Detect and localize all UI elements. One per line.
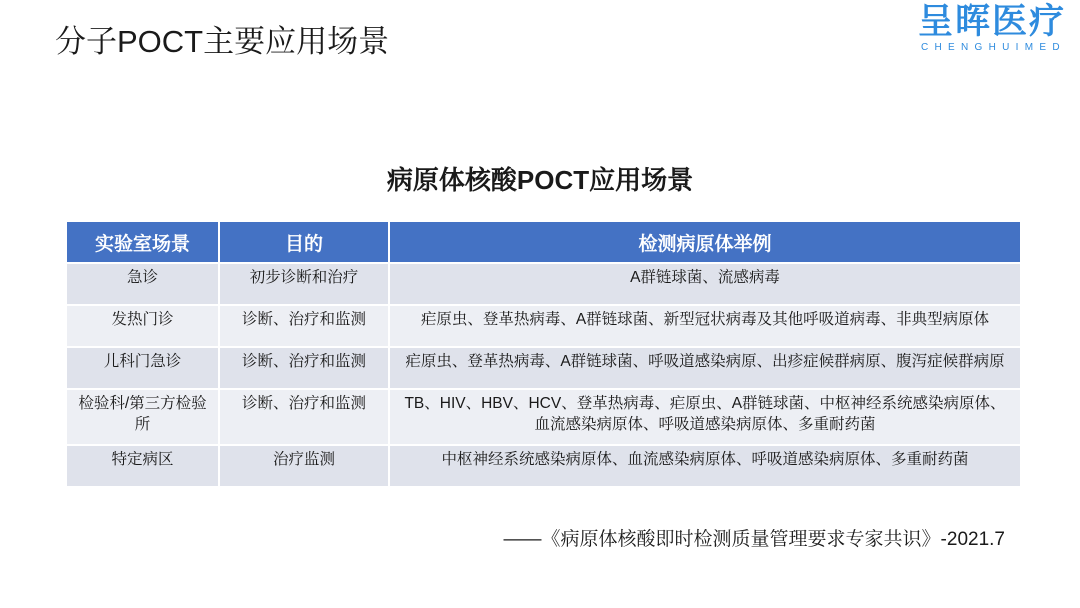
cell-pathogen-examples: 疟原虫、登革热病毒、A群链球菌、呼吸道感染病原、出疹症候群病原、腹泻症候群病原: [389, 347, 1021, 389]
header-purpose: 目的: [219, 221, 389, 263]
logo-tagline: CHENGHUIMED: [921, 42, 1066, 53]
header-pathogen-examples: 检测病原体举例: [389, 221, 1021, 263]
table-row: [66, 389, 1021, 445]
table-row: [66, 445, 1021, 487]
cell-purpose: 诊断、治疗和监测: [219, 305, 389, 347]
cell-pathogen-examples: 疟原虫、登革热病毒、A群链球菌、新型冠状病毒及其他呼吸道病毒、非典型病原体: [389, 305, 1021, 347]
cell-pathogen-examples: 中枢神经系统感染病原体、血流感染病原体、呼吸道感染病原体、多重耐药菌: [389, 445, 1021, 487]
cell-lab-scene: 急诊: [66, 263, 219, 305]
company-logo: [918, 2, 1076, 54]
table-header-row: [66, 221, 1021, 263]
table-row: [66, 263, 1021, 305]
cell-pathogen-examples: A群链球菌、流感病毒: [389, 263, 1021, 305]
cell-lab-scene: 发热门诊: [66, 305, 219, 347]
cell-purpose: 初步诊断和治疗: [219, 263, 389, 305]
cell-pathogen-examples: TB、HIV、HBV、HCV、登革热病毒、疟原虫、A群链球菌、中枢神经系统感染病原体、 血流感染病原体、呼吸道感染病原体、多重耐药菌: [389, 389, 1021, 445]
cell-lab-scene: 特定病区: [66, 445, 219, 487]
cell-lab-scene: 检验科/第三方检验所: [66, 389, 219, 445]
slide-title: 分子POCT主要应用场景: [55, 24, 390, 59]
table-row: [66, 347, 1021, 389]
cell-purpose: 诊断、治疗和监测: [219, 347, 389, 389]
cell-purpose: 诊断、治疗和监测: [219, 389, 389, 445]
table-title: 病原体核酸POCT应用场景: [386, 165, 694, 195]
source-citation: ——《病原体核酸即时检测质量管理要求专家共识》-2021.7: [503, 529, 1005, 550]
logo-wordmark: 呈晖医疗: [918, 2, 1067, 41]
table-row: [66, 305, 1021, 347]
application-scenario-table: [65, 220, 1022, 488]
cell-lab-scene: 儿科门急诊: [66, 347, 219, 389]
cell-purpose: 治疗监测: [219, 445, 389, 487]
header-lab-scene: 实验室场景: [66, 221, 219, 263]
